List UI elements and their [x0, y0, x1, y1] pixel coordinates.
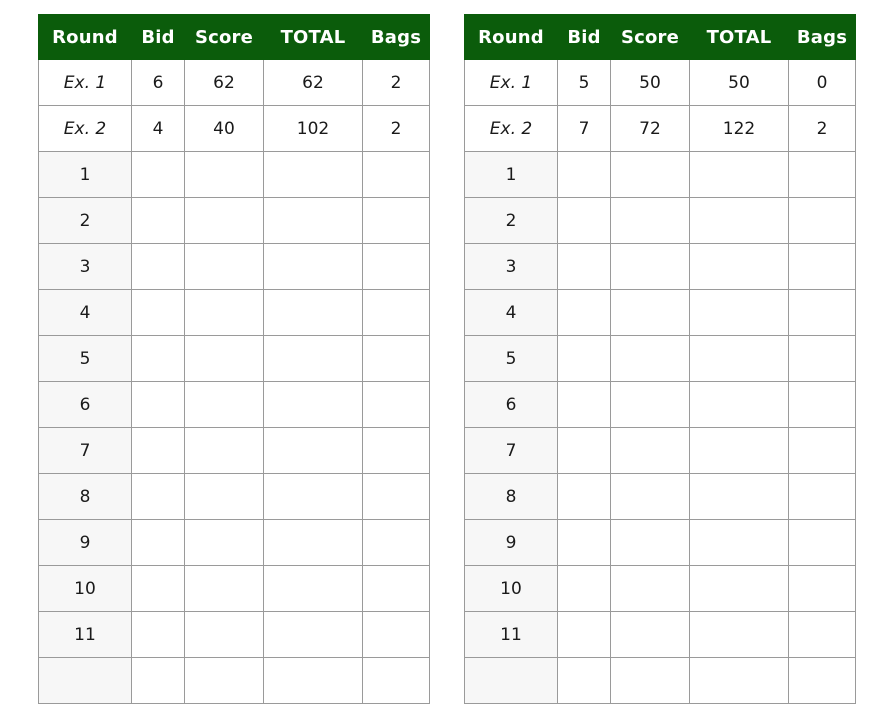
right-table-body	[465, 60, 856, 704]
table-row	[39, 658, 430, 704]
cell-bid[interactable]	[558, 612, 611, 658]
table-row	[465, 474, 856, 520]
cell-bid[interactable]	[132, 382, 185, 428]
table-row	[465, 106, 856, 152]
table-row	[465, 290, 856, 336]
table-row	[39, 566, 430, 612]
cell-total[interactable]	[690, 244, 789, 290]
table-row	[39, 612, 430, 658]
table-row	[465, 612, 856, 658]
cell-total[interactable]	[264, 336, 363, 382]
cell-score[interactable]	[185, 520, 264, 566]
cell-total[interactable]: 122	[690, 106, 789, 152]
cell-total[interactable]	[690, 198, 789, 244]
cell-round: 8	[465, 474, 558, 520]
cell-score[interactable]	[611, 520, 690, 566]
table-row	[465, 566, 856, 612]
cell-score[interactable]	[185, 566, 264, 612]
cell-bid[interactable]	[558, 336, 611, 382]
cell-total[interactable]	[690, 566, 789, 612]
table-row	[465, 198, 856, 244]
table-row	[465, 244, 856, 290]
table-row	[39, 290, 430, 336]
cell-score[interactable]	[611, 658, 690, 704]
cell-round: Ex. 2	[465, 106, 558, 152]
cell-round: 2	[465, 198, 558, 244]
column-header-round: Round	[465, 15, 558, 60]
table-row	[465, 382, 856, 428]
cell-bags[interactable]	[363, 428, 430, 474]
cell-bid[interactable]	[132, 474, 185, 520]
cell-bid[interactable]	[558, 198, 611, 244]
table-row	[39, 198, 430, 244]
cell-total[interactable]	[690, 658, 789, 704]
cell-bid[interactable]	[132, 566, 185, 612]
cell-round: 10	[465, 566, 558, 612]
cell-score[interactable]	[611, 152, 690, 198]
cell-bid[interactable]: 5	[558, 60, 611, 106]
table-row	[39, 60, 430, 106]
cell-bags[interactable]	[363, 474, 430, 520]
cell-bags[interactable]	[789, 566, 856, 612]
cell-bags[interactable]	[789, 244, 856, 290]
cell-score[interactable]	[185, 152, 264, 198]
cell-round: Ex. 1	[39, 60, 132, 106]
cell-round: Ex. 1	[465, 60, 558, 106]
cell-bags[interactable]	[363, 336, 430, 382]
cell-bags[interactable]	[789, 382, 856, 428]
cell-round: 11	[465, 612, 558, 658]
column-header-score: Score	[611, 15, 690, 60]
table-row	[465, 336, 856, 382]
cell-total[interactable]: 102	[264, 106, 363, 152]
cell-score[interactable]	[185, 382, 264, 428]
cell-total[interactable]	[264, 382, 363, 428]
cell-bid[interactable]	[132, 198, 185, 244]
cell-score[interactable]	[185, 428, 264, 474]
cell-score[interactable]	[185, 336, 264, 382]
cell-round: 8	[39, 474, 132, 520]
table-row	[39, 382, 430, 428]
cell-bid[interactable]	[132, 658, 185, 704]
column-header-bid: Bid	[132, 15, 185, 60]
cell-bid[interactable]	[558, 290, 611, 336]
cell-total[interactable]	[690, 290, 789, 336]
cell-score[interactable]	[611, 428, 690, 474]
cell-score[interactable]	[611, 336, 690, 382]
cell-bags[interactable]	[363, 152, 430, 198]
cell-bags[interactable]	[363, 612, 430, 658]
cell-score[interactable]	[185, 244, 264, 290]
table-row	[39, 520, 430, 566]
cell-total[interactable]	[264, 612, 363, 658]
cell-score[interactable]	[611, 198, 690, 244]
cell-score[interactable]	[611, 382, 690, 428]
column-header-bags: Bags	[789, 15, 856, 60]
left-table-header	[39, 15, 430, 60]
cell-round: 7	[39, 428, 132, 474]
cell-score[interactable]: 72	[611, 106, 690, 152]
cell-bid[interactable]	[132, 428, 185, 474]
cell-total[interactable]	[264, 198, 363, 244]
cell-bags[interactable]: 2	[789, 106, 856, 152]
cell-bags[interactable]	[789, 152, 856, 198]
right-score-table	[464, 14, 856, 704]
cell-round: 4	[465, 290, 558, 336]
header-row	[465, 15, 856, 60]
cell-score[interactable]	[611, 244, 690, 290]
cell-bid[interactable]	[558, 382, 611, 428]
header-row	[39, 15, 430, 60]
cell-total[interactable]	[264, 566, 363, 612]
cell-bags[interactable]	[789, 336, 856, 382]
cell-total[interactable]	[264, 428, 363, 474]
table-row	[39, 474, 430, 520]
cell-score[interactable]	[611, 566, 690, 612]
cell-round: 5	[465, 336, 558, 382]
column-header-score: Score	[185, 15, 264, 60]
left-score-table	[38, 14, 430, 704]
table-row	[465, 658, 856, 704]
cell-round	[465, 658, 558, 704]
cell-bid[interactable]	[558, 520, 611, 566]
cell-score[interactable]: 62	[185, 60, 264, 106]
cell-bags[interactable]	[789, 428, 856, 474]
column-header-total: TOTAL	[264, 15, 363, 60]
cell-round: 6	[39, 382, 132, 428]
cell-bags[interactable]	[789, 520, 856, 566]
cell-bags[interactable]: 0	[789, 60, 856, 106]
cell-round: 1	[39, 152, 132, 198]
cell-bid[interactable]	[132, 290, 185, 336]
cell-score[interactable]: 40	[185, 106, 264, 152]
cell-score[interactable]	[185, 658, 264, 704]
cell-bags[interactable]	[789, 198, 856, 244]
cell-total[interactable]	[264, 290, 363, 336]
cell-total[interactable]	[264, 520, 363, 566]
cell-bags[interactable]	[363, 520, 430, 566]
cell-round: 1	[465, 152, 558, 198]
cell-bid[interactable]	[558, 658, 611, 704]
table-row	[39, 244, 430, 290]
right-table-header	[465, 15, 856, 60]
cell-total[interactable]	[690, 520, 789, 566]
cell-round	[39, 658, 132, 704]
cell-score[interactable]	[611, 290, 690, 336]
cell-total[interactable]: 50	[690, 60, 789, 106]
cell-round: 3	[39, 244, 132, 290]
left-table-body	[39, 60, 430, 704]
cell-bags[interactable]	[363, 566, 430, 612]
cell-score[interactable]	[185, 290, 264, 336]
cell-total[interactable]	[690, 612, 789, 658]
cell-total[interactable]	[690, 428, 789, 474]
cell-round: 4	[39, 290, 132, 336]
cell-total[interactable]	[690, 382, 789, 428]
table-row	[465, 428, 856, 474]
cell-score[interactable]: 50	[611, 60, 690, 106]
cell-score[interactable]	[185, 474, 264, 520]
cell-bid[interactable]	[132, 520, 185, 566]
table-row	[465, 60, 856, 106]
cell-bid[interactable]	[132, 244, 185, 290]
cell-round: 10	[39, 566, 132, 612]
cell-score[interactable]	[185, 198, 264, 244]
cell-bid[interactable]	[558, 244, 611, 290]
cell-bid[interactable]: 6	[132, 60, 185, 106]
cell-total[interactable]	[264, 474, 363, 520]
cell-bags[interactable]	[363, 658, 430, 704]
cell-round: 6	[465, 382, 558, 428]
cell-bags[interactable]	[363, 290, 430, 336]
cell-bid[interactable]	[558, 152, 611, 198]
cell-round: 2	[39, 198, 132, 244]
cell-bid[interactable]	[558, 566, 611, 612]
cell-bid[interactable]	[558, 474, 611, 520]
cell-round: 5	[39, 336, 132, 382]
cell-round: 9	[39, 520, 132, 566]
cell-bags[interactable]	[789, 474, 856, 520]
cell-total[interactable]: 62	[264, 60, 363, 106]
cell-bags[interactable]	[789, 658, 856, 704]
cell-bags[interactable]	[789, 612, 856, 658]
cell-bid[interactable]	[132, 152, 185, 198]
cell-bags[interactable]	[363, 244, 430, 290]
cell-bid[interactable]	[132, 612, 185, 658]
cell-round: 7	[465, 428, 558, 474]
table-row	[465, 152, 856, 198]
cell-bid[interactable]	[558, 428, 611, 474]
cell-round: Ex. 2	[39, 106, 132, 152]
cell-score[interactable]	[185, 612, 264, 658]
cell-round: 9	[465, 520, 558, 566]
column-header-bid: Bid	[558, 15, 611, 60]
cell-bid[interactable]: 7	[558, 106, 611, 152]
cell-bags[interactable]: 2	[363, 60, 430, 106]
cell-total[interactable]	[264, 244, 363, 290]
table-row	[39, 428, 430, 474]
table-row	[39, 106, 430, 152]
table-row	[39, 152, 430, 198]
cell-total[interactable]	[690, 336, 789, 382]
column-header-bags: Bags	[363, 15, 430, 60]
cell-total[interactable]	[690, 474, 789, 520]
cell-bags[interactable]	[789, 290, 856, 336]
cell-total[interactable]	[690, 152, 789, 198]
cell-bags[interactable]	[363, 198, 430, 244]
cell-score[interactable]	[611, 612, 690, 658]
cell-bid[interactable]	[132, 336, 185, 382]
table-row	[465, 520, 856, 566]
cell-total[interactable]	[264, 658, 363, 704]
cell-total[interactable]	[264, 152, 363, 198]
cell-bags[interactable]	[363, 382, 430, 428]
column-header-round: Round	[39, 15, 132, 60]
table-row	[39, 336, 430, 382]
cell-round: 11	[39, 612, 132, 658]
cell-bid[interactable]: 4	[132, 106, 185, 152]
cell-round: 3	[465, 244, 558, 290]
cell-score[interactable]	[611, 474, 690, 520]
column-header-total: TOTAL	[690, 15, 789, 60]
cell-bags[interactable]: 2	[363, 106, 430, 152]
